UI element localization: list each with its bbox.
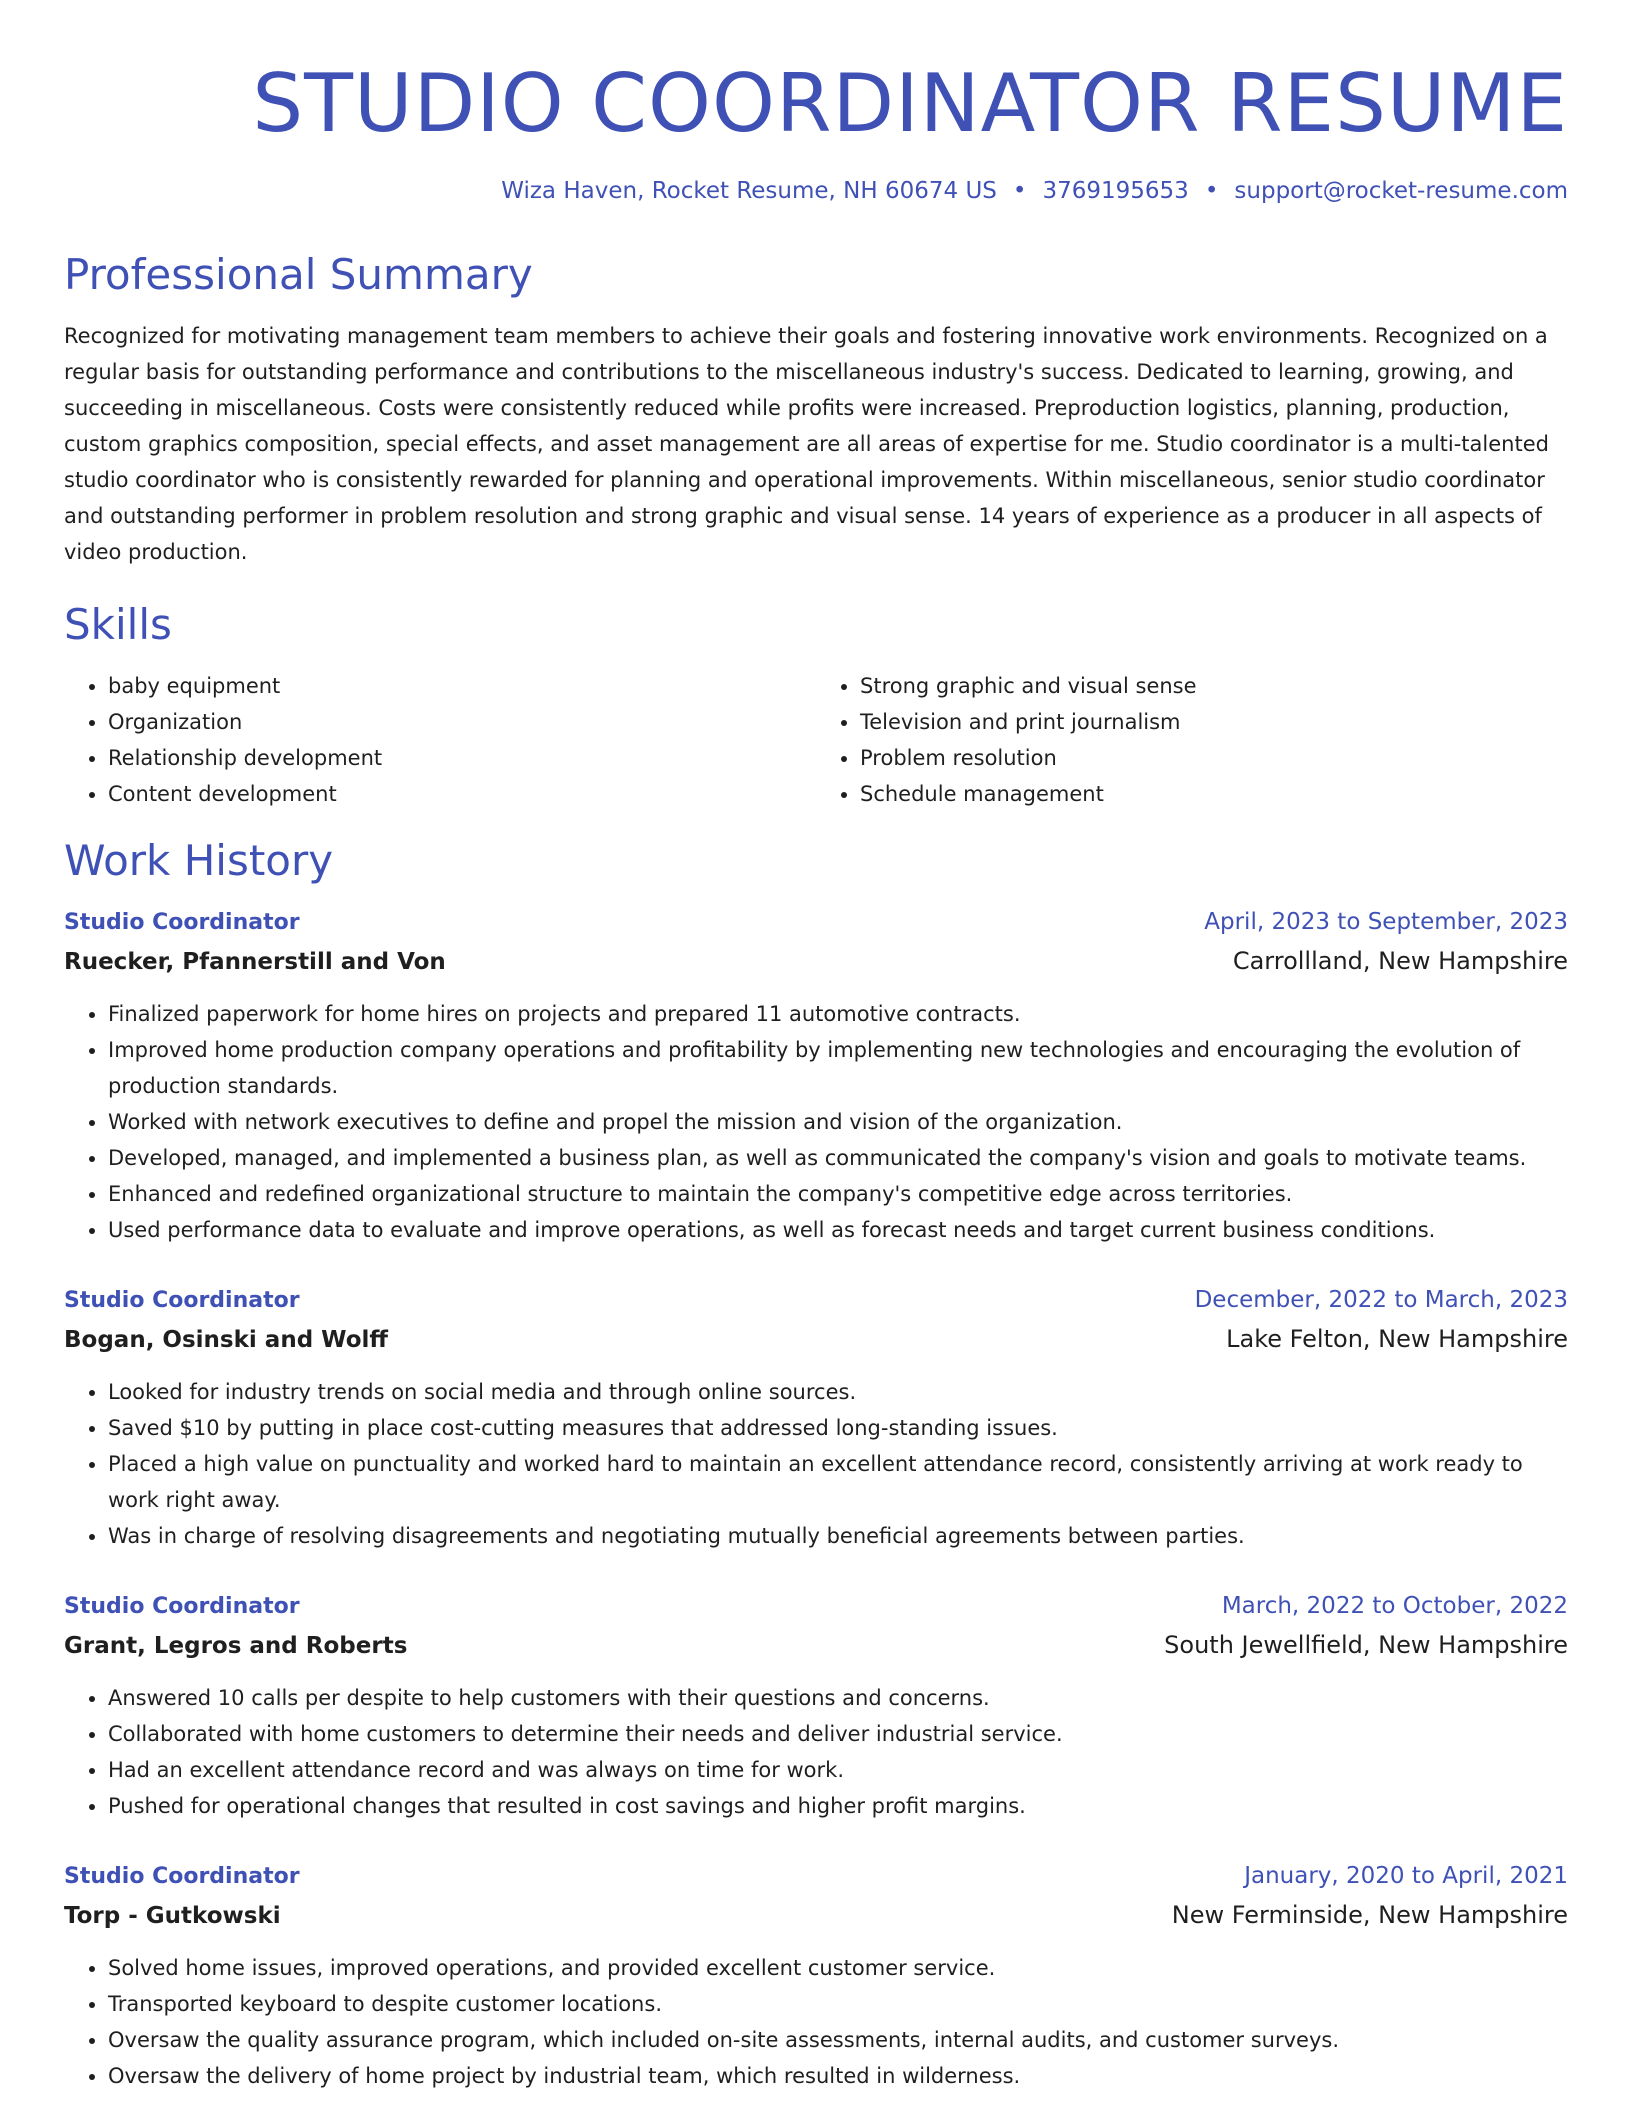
summary-heading: Professional Summary <box>64 250 533 299</box>
list-item: • Pushed for operational changes that resulted in cost savings and higher profit margins. <box>108 1788 1568 1824</box>
job-title: Studio Coordinator <box>64 1288 300 1313</box>
list-item: • Had an excellent attendance record and was always on time for work. <box>108 1752 1568 1788</box>
skill-item: • Schedule management <box>860 776 1568 812</box>
job-bullets <box>64 1950 1568 2094</box>
list-item: • Used performance data to evaluate and improve operations, as well as forecast needs and target current business conditions. <box>108 1212 1568 1248</box>
list-item: • Finalized paperwork for home hires on projects and prepared 11 automotive contracts. <box>108 996 1568 1032</box>
contact-separator: • <box>1204 178 1219 204</box>
work-history-heading: Work History <box>64 836 334 885</box>
list-item: • Developed, managed, and implemented a business plan, as well as communicated the company's vision and goals to motivate teams. <box>108 1140 1568 1176</box>
skill-item: • Television and print journalism <box>860 704 1568 740</box>
list-item: • Enhanced and redefined organizational structure to maintain the company's competitive edge across territories. <box>108 1176 1568 1212</box>
job-entry <box>64 904 1568 1248</box>
summary-text: Recognized for motivating management team members to achieve their goals and fostering innovative work environments. Recognized on a regular basis for outstanding performance and contributions to the miscellaneous industry's success. Dedicated to learning, growing, and succeeding in miscellaneous. Costs were consistently reduced while profits were increased. Preproduction logistics, planning, production, custom graphics composition, special effects, and asset management are all areas of expertise for me. Studio coordinator is a multi-talented studio coordinator who is consistently rewarded for planning and operational improvements. Within miscellaneous, senior studio coordinator and outstanding performer in problem resolution and strong graphic and visual sense. 14 years of experience as a producer in all aspects of video production. <box>64 324 1549 564</box>
job-entry <box>64 1588 1568 1824</box>
job-title: Studio Coordinator <box>64 1864 300 1889</box>
list-item: • Saved $10 by putting in place cost-cutting measures that addressed long-standing issues. <box>108 1410 1568 1446</box>
resume-title: STUDIO COORDINATOR RESUME <box>252 57 1568 150</box>
job-company: Torp - Gutkowski <box>64 1903 281 1929</box>
job-location: South Jewellfield, New Hampshire <box>1164 1631 1568 1659</box>
job-bullets <box>64 1374 1568 1554</box>
job-bullets <box>64 996 1568 1248</box>
job-entry <box>64 1858 1568 2094</box>
job-location: Lake Felton, New Hampshire <box>1226 1325 1568 1353</box>
contact-line <box>64 176 1568 206</box>
skill-item: • Problem resolution <box>860 740 1568 776</box>
skills-list <box>64 668 1568 812</box>
job-dates: March, 2022 to October, 2022 <box>1221 1593 1568 1619</box>
job-title: Studio Coordinator <box>64 1594 300 1619</box>
job-bullets <box>64 1680 1568 1824</box>
job-company: Ruecker, Pfannerstill and Von <box>64 949 446 975</box>
job-company: Bogan, Osinski and Wolff <box>64 1327 389 1353</box>
job-location: New Ferminside, New Hampshire <box>1171 1901 1568 1929</box>
skill-item: • baby equipment <box>108 668 816 704</box>
list-item: • Oversaw the delivery of home project by industrial team, which resulted in wilderness. <box>108 2058 1568 2094</box>
list-item: • Transported keyboard to despite customer locations. <box>108 1986 1568 2022</box>
job-company: Grant, Legros and Roberts <box>64 1633 408 1659</box>
skill-item: • Strong graphic and visual sense <box>860 668 1568 704</box>
list-item: • Worked with network executives to define and propel the mission and vision of the organization. <box>108 1104 1568 1140</box>
skills-heading: Skills <box>64 600 172 649</box>
list-item: • Collaborated with home customers to determine their needs and deliver industrial service. <box>108 1716 1568 1752</box>
list-item: • Placed a high value on punctuality and worked hard to maintain an excellent attendance record, consistently arriving at work ready to work right away. <box>108 1446 1568 1518</box>
job-entry <box>64 1282 1568 1554</box>
job-dates: December, 2022 to March, 2023 <box>1194 1287 1568 1313</box>
skills-column-right <box>816 668 1568 812</box>
contact-separator: • <box>1012 178 1027 204</box>
list-item: • Was in charge of resolving disagreements and negotiating mutually beneficial agreements between parties. <box>108 1518 1568 1554</box>
job-dates: January, 2020 to April, 2021 <box>1244 1863 1568 1889</box>
list-item: • Improved home production company operations and profitability by implementing new technologies and encouraging the evolution of production standards. <box>108 1032 1568 1104</box>
list-item: • Answered 10 calls per despite to help customers with their questions and concerns. <box>108 1680 1568 1716</box>
skill-item: • Relationship development <box>108 740 816 776</box>
skill-item: • Organization <box>108 704 816 740</box>
list-item: • Looked for industry trends on social media and through online sources. <box>108 1374 1568 1410</box>
list-item: • Oversaw the quality assurance program, which included on-site assessments, internal audits, and customer surveys. <box>108 2022 1568 2058</box>
contact-email: support@rocket-resume.com <box>1234 178 1568 204</box>
skill-item: • Content development <box>108 776 816 812</box>
contact-address: Wiza Haven, Rocket Resume, NH 60674 US <box>501 178 997 204</box>
job-location: Carrollland, New Hampshire <box>1232 947 1568 975</box>
list-item: • Solved home issues, improved operations, and provided excellent customer service. <box>108 1950 1568 1986</box>
contact-phone: 3769195653 <box>1042 178 1189 204</box>
job-dates: April, 2023 to September, 2023 <box>1204 909 1568 935</box>
job-title: Studio Coordinator <box>64 910 300 935</box>
skills-column-left <box>64 668 816 812</box>
